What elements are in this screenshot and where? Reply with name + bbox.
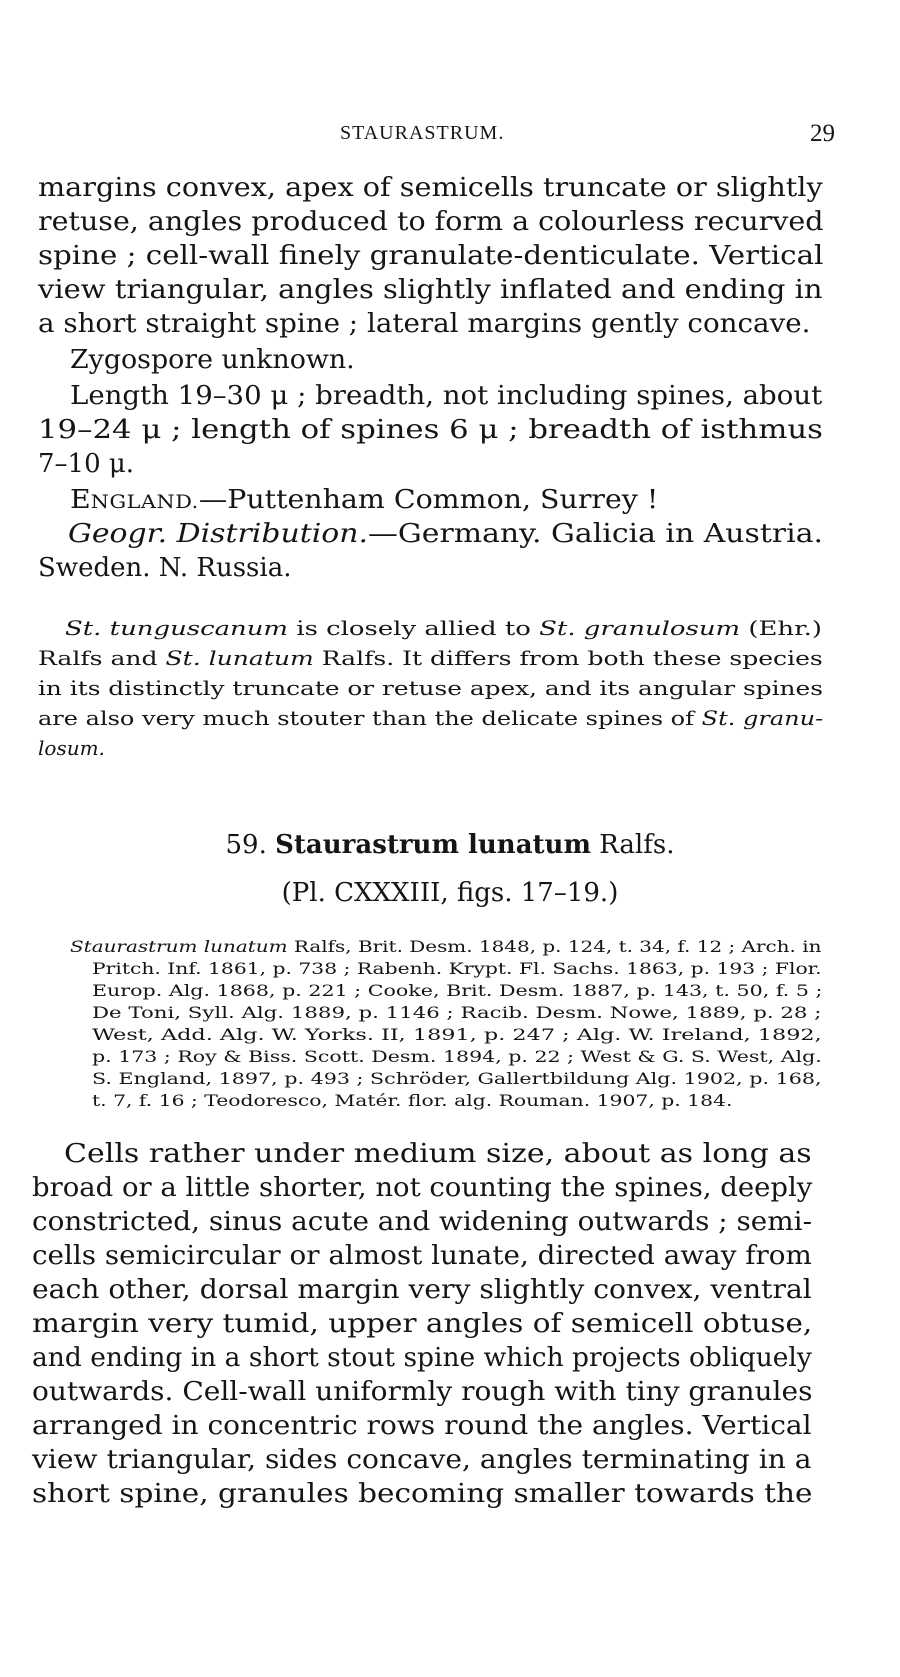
reference-line: S. England, 1897, p. 493 ; Schröder, Gallertbildung Alg. 1902, p. 168, (92, 1069, 822, 1088)
description-line: arranged in concentric rows round the angles. Vertical (32, 1411, 812, 1441)
locality-text: —Puttenham Common, Surrey ! (198, 485, 659, 515)
note-line (65, 616, 822, 640)
distribution-text: —Germany. Galicia in Austria. (368, 519, 824, 549)
note-line: losum. (38, 736, 105, 760)
running-title: STAURASTRUM. (340, 122, 505, 144)
species-heading (0, 830, 900, 860)
description-line: view triangular, sides concave, angles terminating in a (32, 1445, 812, 1475)
species-name-italic: St. tunguscanum (65, 616, 289, 640)
reference-line: Pritch. Inf. 1861, p. 738 ; Rabenh. Krypt. Fl. Sachs. 1863, p. 193 ; Flor. (92, 959, 822, 978)
note-text: Ralfs. It differs from both these species (313, 646, 823, 670)
measurement-line: Length 19–30 μ ; breadth, not including spines, about (70, 381, 823, 411)
species-name-italic: St. granulosum (539, 616, 741, 640)
note-text: Ralfs and (38, 646, 166, 670)
distribution-line (68, 518, 823, 550)
note-line (38, 706, 823, 730)
measurement-line: 19–24 μ ; length of spines 6 μ ; breadth of isthmus (38, 415, 823, 445)
reference-line: p. 173 ; Roy & Biss. Scott. Desm. 1894, p. 22 ; West & G. S. West, Alg. (92, 1047, 822, 1066)
note-text: (Ehr.) (740, 616, 823, 640)
description-line: cells semicircular or almost lunate, directed away from (32, 1241, 812, 1271)
note-line (38, 646, 823, 670)
measurement-line: 7–10 μ. (38, 449, 135, 479)
running-head (0, 120, 900, 150)
description-line: a short straight spine ; lateral margins gently concave. (38, 309, 811, 339)
species-name-italic: Staurastrum lunatum (70, 937, 288, 956)
reference-line: De Toni, Syll. Alg. 1889, p. 1146 ; Racib. Desm. Nowe, 1889, p. 28 ; (92, 1003, 822, 1022)
reference-line: West, Add. Alg. W. Yorks. II, 1891, p. 247 ; Alg. W. Ireland, 1892, (92, 1025, 822, 1044)
plate-reference: (Pl. CXXXIII, figs. 17–19.) (281, 878, 619, 908)
note-text: are also very much stouter than the delicate spines of (38, 706, 702, 730)
description-line: broad or a little shorter, not counting the spines, deeply (32, 1173, 813, 1203)
locality-country-rest: NGLAND. (90, 491, 199, 513)
distribution-label: Geogr. Distribution. (68, 519, 369, 549)
reference-line: t. 7, f. 16 ; Teodoresco, Matér. flor. alg. Rouman. 1907, p. 184. (92, 1091, 733, 1110)
reference-line: Europ. Alg. 1868, p. 221 ; Cooke, Brit. Desm. 1887, p. 143, t. 50, f. 5 ; (92, 981, 823, 1000)
zygospore-note: Zygospore unknown. (70, 345, 355, 375)
description-line: each other, dorsal margin very slightly convex, ventral (32, 1275, 812, 1305)
description-line: and ending in a short stout spine which projects obliquely (32, 1343, 812, 1373)
reference-line (70, 938, 821, 956)
locality-line (70, 484, 658, 518)
distribution-line-2: Sweden. N. Russia. (38, 553, 292, 583)
note-text: is closely allied to (288, 616, 540, 640)
note-line: in its distinctly truncate or retuse apex, and its angular spines (38, 676, 823, 700)
description-line: margins convex, apex of semicells truncate or slightly (38, 173, 823, 203)
page-number: 29 (810, 120, 835, 147)
species-number: 59. (225, 830, 267, 860)
description-line: constricted, sinus acute and widening outwards ; semi- (32, 1207, 812, 1237)
description-line: view triangular, angles slightly inflated and ending in (38, 275, 823, 305)
description-line: outwards. Cell-wall uniformly rough with tiny granules (32, 1377, 813, 1407)
description-line: spine ; cell-wall finely granulate-denticulate. Vertical (38, 241, 824, 271)
locality-country-initial: E (70, 485, 91, 515)
species-author: Ralfs. (599, 830, 675, 860)
species-name-italic: St. lunatum (165, 646, 314, 670)
species-name-italic: St. granu- (701, 706, 824, 730)
description-line: retuse, angles produced to form a colourless recurved (38, 207, 824, 237)
reference-text: Ralfs, Brit. Desm. 1848, p. 124, t. 34, f. 12 ; Arch. in (287, 937, 822, 956)
description-line: short spine, granules becoming smaller towards the (32, 1479, 813, 1509)
description-line: margin very tumid, upper angles of semicell obtuse, (32, 1309, 813, 1339)
description-line: Cells rather under medium size, about as long as (64, 1139, 812, 1169)
species-name: Staurastrum lunatum (275, 830, 591, 860)
